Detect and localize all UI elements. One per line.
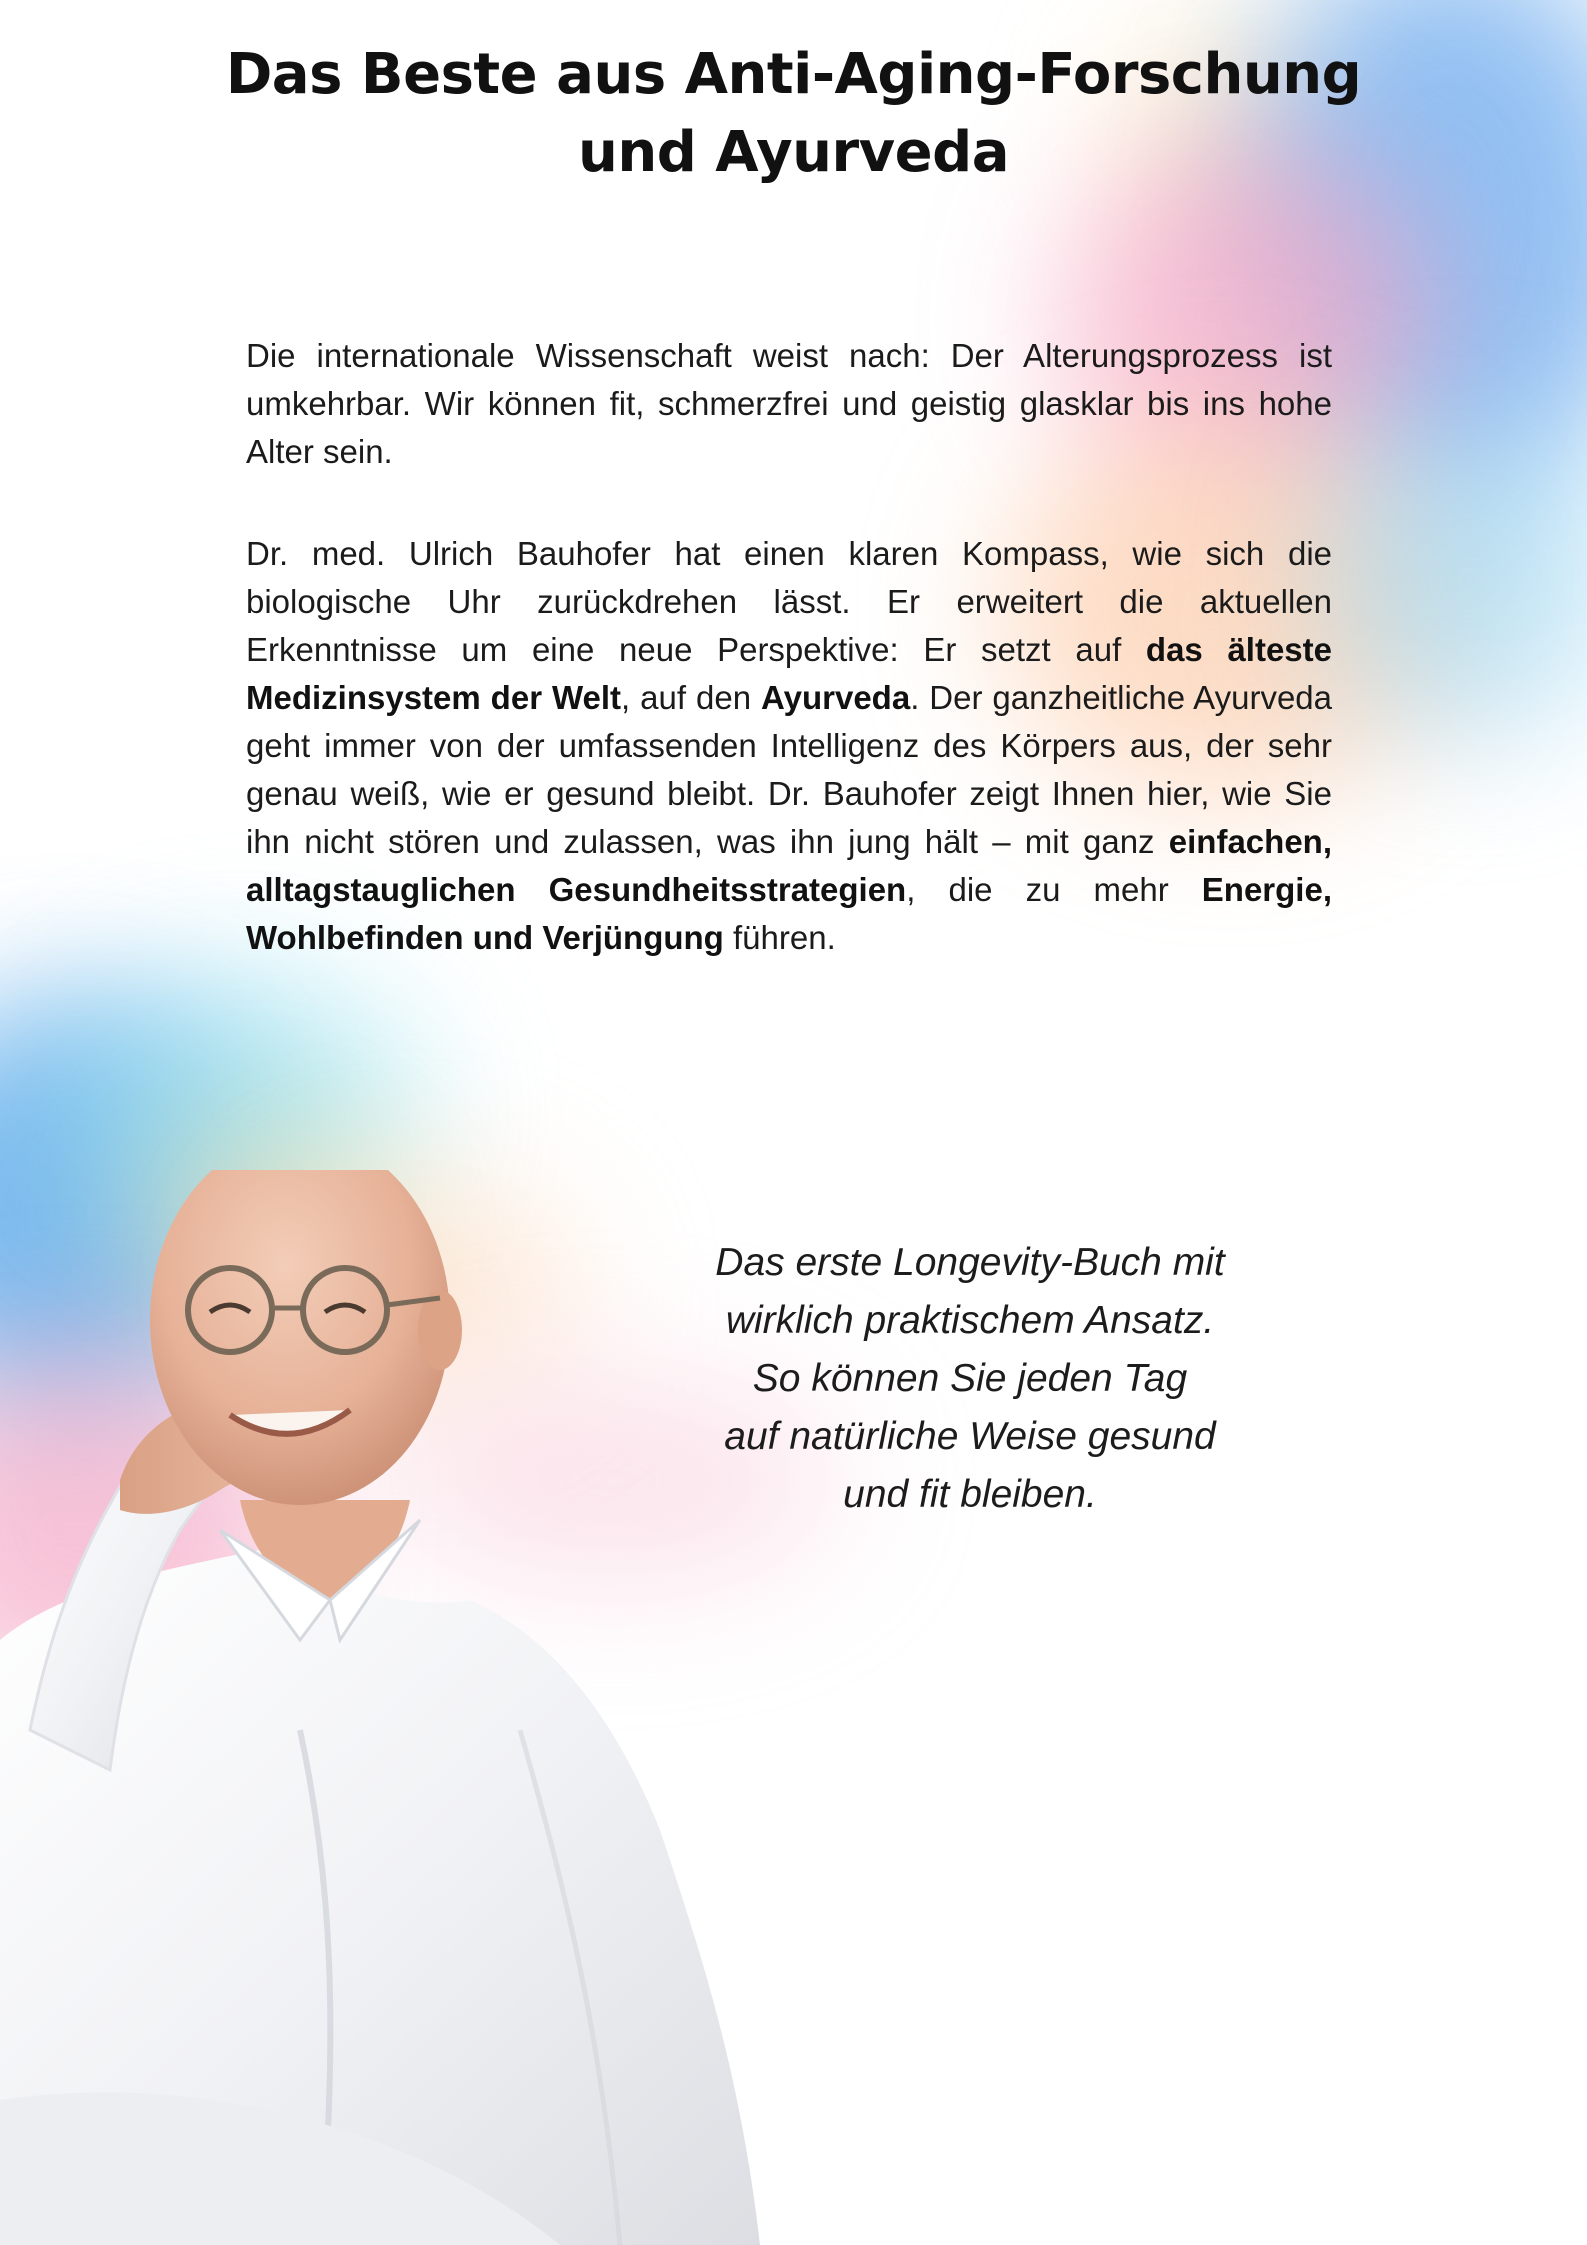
quote-line-4: auf natürliche Weise gesund — [724, 1415, 1216, 1458]
description-text-1: Dr. med. Ulrich Bauhofer hat einen klaren Kompass, wie sich die biologische Uhr zurückdrehen lässt. Er erweitert die aktuellen Erkenntnisse um eine neue Perspektive: Er setzt auf — [246, 535, 1332, 668]
description-paragraph — [246, 530, 1332, 962]
quote-line-2: wirklich praktischem Ansatz. — [725, 1299, 1215, 1342]
description-text-3: . Der ganzheitliche Ayurveda geht immer von der umfassenden Intelligenz des Körpers aus, der sehr genau weiß, wie er gesund bleibt. Dr. Bauhofer zeigt Ihnen hier, wie Sie ihn nicht stören und zulassen, was ihn jung hält – mit ganz — [246, 679, 1332, 860]
description-bold-3: einfachen, alltagstauglichen Gesundheitsstrategien — [246, 823, 1332, 908]
description-text-5: führen. — [723, 919, 836, 956]
headline-line-1: Das Beste aus Anti-Aging-Forschung — [225, 42, 1362, 107]
quote-line-5: und fit bleiben. — [843, 1473, 1097, 1516]
description-text-2: , auf den — [621, 679, 761, 716]
description-bold-1: das älteste Medizinsystem der Welt — [246, 631, 1332, 716]
description-text-4: , die zu mehr — [906, 871, 1202, 908]
headline — [120, 36, 1467, 192]
description-bold-2: Ayurveda — [761, 679, 911, 716]
headline-line-2: und Ayurveda — [577, 120, 1009, 185]
description-bold-4: Energie, Wohlbefinden und Verjüngung — [246, 871, 1332, 956]
quote-line-3: So können Sie jeden Tag — [752, 1357, 1188, 1400]
intro-paragraph: Die internationale Wissenschaft weist nach: Der Alterungsprozess ist umkehrbar. Wir können fit, schmerzfrei und geistig glasklar bis ins hohe Alter sein. — [246, 337, 1332, 470]
quote-line-1: Das erste Longevity-Buch mit — [715, 1241, 1225, 1284]
author-portrait — [0, 1170, 920, 2245]
